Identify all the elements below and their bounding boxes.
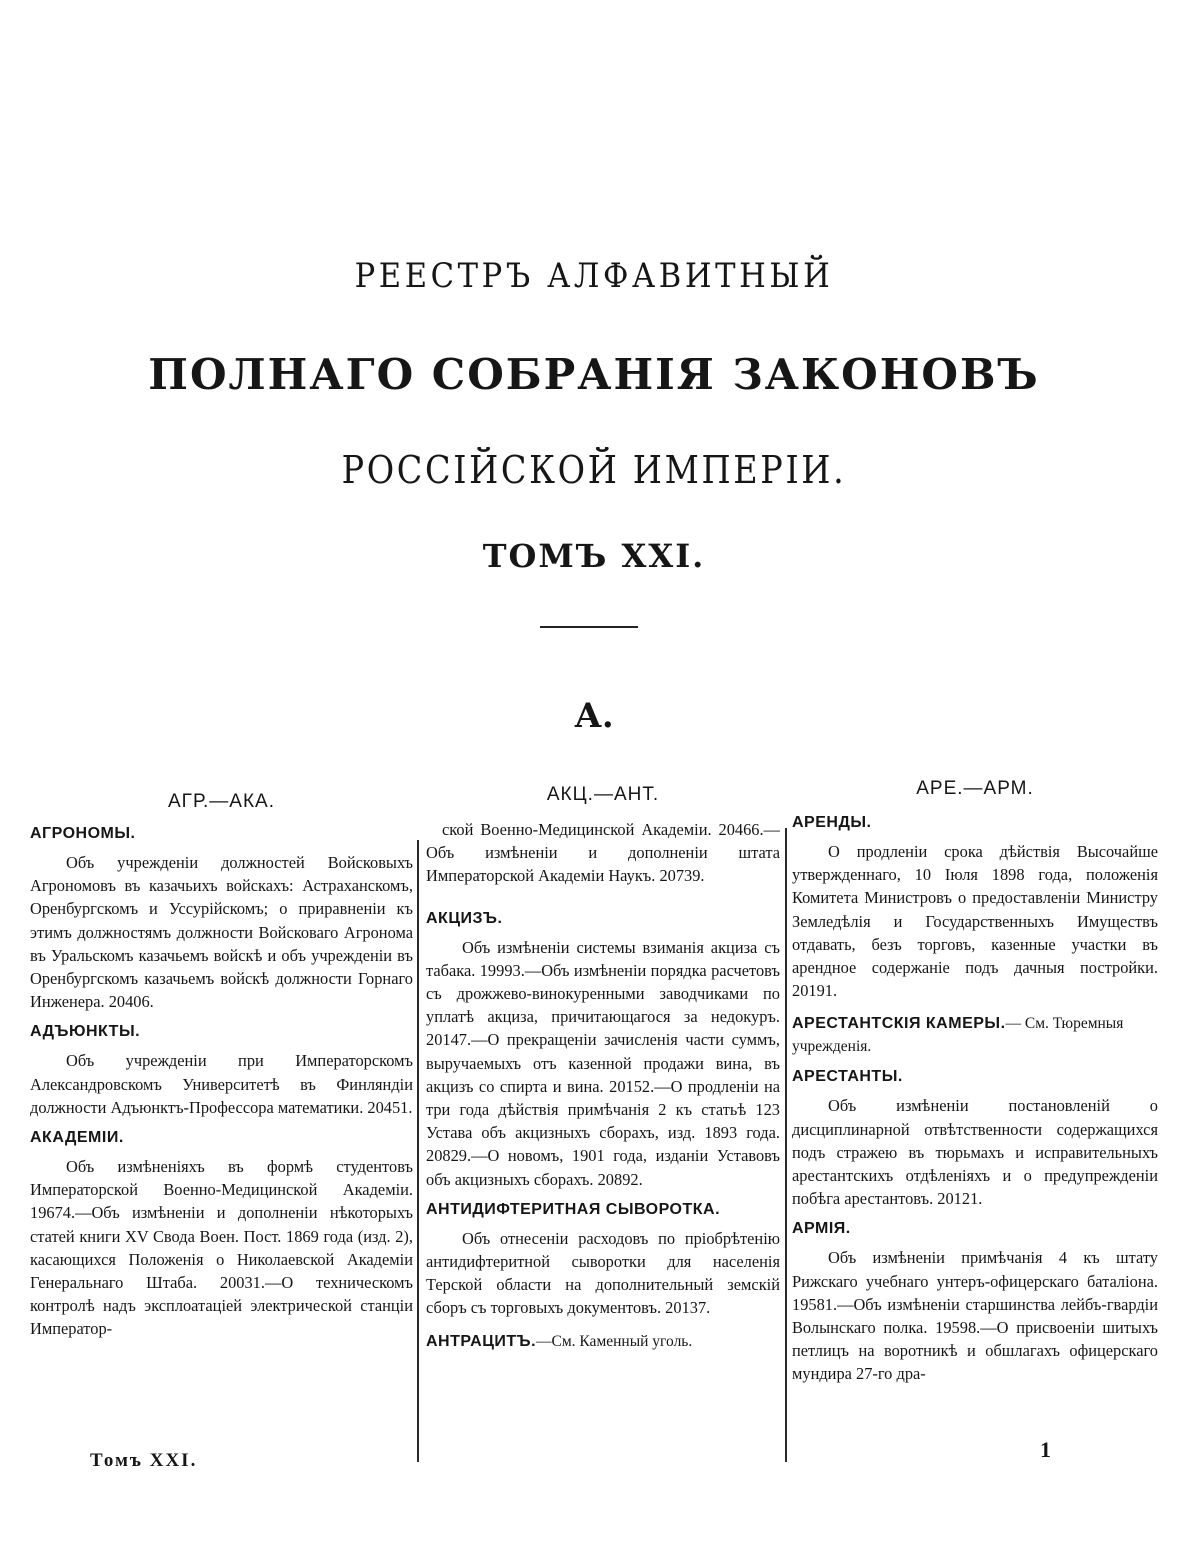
- entry-text-antidiphtheria-serum: Объ отнесеніи расходовъ по пріобрѣтенію антидифтеритной сыворотки для населенія Терской области на дополнительный земскій сборъ съ торговыхъ документовъ. 20137.: [426, 1228, 780, 1318]
- entry-heading-agronomy: АГРОНОМЫ.: [30, 825, 136, 842]
- empire-title: РОССІЙСКОЙ ИМПЕРІИ.: [341, 448, 847, 492]
- entry-heading-prisoners: АРЕСТАНТЫ.: [792, 1068, 903, 1086]
- entry-continuation: ской Военно-Медицинской Академіи. 20466.—Объ измѣненіи и дополненіи штата Императорской Академіи Наукъ. 20739.: [426, 820, 780, 886]
- column-range-header: АГР.—АКА.: [167, 791, 275, 812]
- column-divider-right: [785, 828, 787, 1462]
- entry-text-academies: Объ измѣненіяхъ въ формѣ студентовъ Императорской Военно-Медицинской Академіи. 19674.—Объ измѣненіи и дополненіи нѣкоторыхъ статей книги XV Свода Воен. Пост. 1869 года (изд. 2), касающихся Положенія о Николаевской Академіи Генеральнаго Штаба. 20031.—О техническомъ контролѣ надъ эксплоатаціей электрической станціи Император-: [30, 1157, 413, 1339]
- section-letter: А.: [574, 696, 614, 736]
- column-range-header: АКЦ.—АНТ.: [546, 784, 660, 805]
- cross-reference-text: — См. Тюремныя учрежденія.: [792, 1015, 1124, 1056]
- index-column-2: [426, 778, 780, 1478]
- column-range-header: АРЕ.—АРМ.: [916, 778, 1034, 799]
- entry-text-leases: О продленіи срока дѣйствія Высочайше утвержденнаго, 10 Іюля 1898 года, положенія Комитета Министровъ о предоставленіи Министру Земледѣлія и Государственныхъ Имуществъ отдавать, безъ торговъ, казенные участки въ арендное содержаніе подъ дачныя постройки. 20191.: [792, 842, 1158, 1001]
- entry-heading-adjuncts: АДЪЮНКТЫ.: [30, 1023, 141, 1041]
- entry-heading-anthracite: АНТРАЦИТЪ.: [426, 1332, 537, 1350]
- entry-text-adjuncts: Объ учрежденіи при Императорскомъ Александровскомъ Университетѣ въ Финляндіи должности Адъюнктъ-Профессора математики. 20451.: [30, 1051, 413, 1117]
- entry-heading-army: АРМІЯ.: [792, 1220, 851, 1238]
- cross-reference-prison-cells: [792, 1012, 1158, 1058]
- title-divider: [540, 626, 638, 628]
- index-column-3: [792, 778, 1158, 1478]
- collection-title: ПОЛНАГО СОБРАНІЯ ЗАКОНОВЪ: [148, 350, 1040, 399]
- volume-title: ТОМЪ XXI.: [482, 537, 706, 575]
- column-divider-left: [417, 840, 419, 1462]
- entry-text-agronomy: Объ учрежденіи должностей Войсковыхъ Агрономовъ въ казачьихъ войскахъ: Астраханскомъ, Оренбургскомъ и Уссурійскомъ; о приравненіи къ этимъ должностямъ должности Войсковаго Агронома въ Уральскомъ казачьемъ войскѣ и объ учрежденіи въ Оренбургскомъ казачьемъ войскѣ должности Горнаго Инженера. 20406.: [30, 853, 413, 1012]
- footer-volume: Томъ XXI.: [90, 1450, 198, 1471]
- entry-heading-prison-cells: АРЕСТАНТСКІЯ КАМЕРЫ.: [792, 1015, 1006, 1033]
- entry-text-excise: Объ измѣненіи системы взиманія акциза съ табака. 19993.—Объ измѣненіи порядка расчетовъ съ дрожжево-винокуренными заводчиками по уплатѣ акциза, причитающагося за недокуръ. 20147.—О прекращеніи зачисленія части суммъ, выручаемыхъ отъ казенной продажи вина, въ акцизъ со спирта и вина. 20152.—О продленіи на три года дѣйствія примѣчанія 2 къ статьѣ 123 Устава объ акцизныхъ сборахъ, изд. 1893 года. 20829.—О новомъ, 1901 года, изданіи Уставовъ объ акцизныхъ сборахъ. 20892.: [426, 937, 780, 1189]
- entry-heading-antidiphtheria-serum: АНТИДИФТЕРИТНАЯ СЫВОРОТКА.: [426, 1200, 721, 1218]
- cross-reference-anthracite: [426, 1330, 780, 1353]
- entry-heading-leases: АРЕНДЫ.: [792, 814, 872, 831]
- register-title: РЕЕСТРЪ АЛФАВИТНЫЙ: [354, 256, 834, 296]
- page-number: 1: [1040, 1437, 1051, 1462]
- entry-text-army: Объ измѣненіи примѣчанія 4 къ штату Рижскаго учебнаго унтеръ-офицерскаго баталіона. 19581.—Объ измѣненіи старшинства лейбъ-гвардіи Волынскаго полка. 19598.—О присвоеніи шитыхъ петлицъ на воротникѣ и обшлагахъ офицерскаго мундира 27-го дра-: [792, 1248, 1158, 1384]
- entry-heading-academies: АКАДЕМІИ.: [30, 1129, 124, 1147]
- cross-reference-text: —См. Каменный уголь.: [536, 1332, 693, 1350]
- entry-text-prisoners: Объ измѣненіи постановленій о дисциплинарной отвѣтственности содержащихся подъ стражею въ тюрьмахъ и исправительныхъ арестантскихъ отдѣленіяхъ и о предупрежденіи побѣга арестантовъ. 20121.: [792, 1096, 1158, 1209]
- entry-heading-excise: АКЦИЗЪ.: [426, 909, 503, 927]
- index-column-1: [30, 778, 413, 1478]
